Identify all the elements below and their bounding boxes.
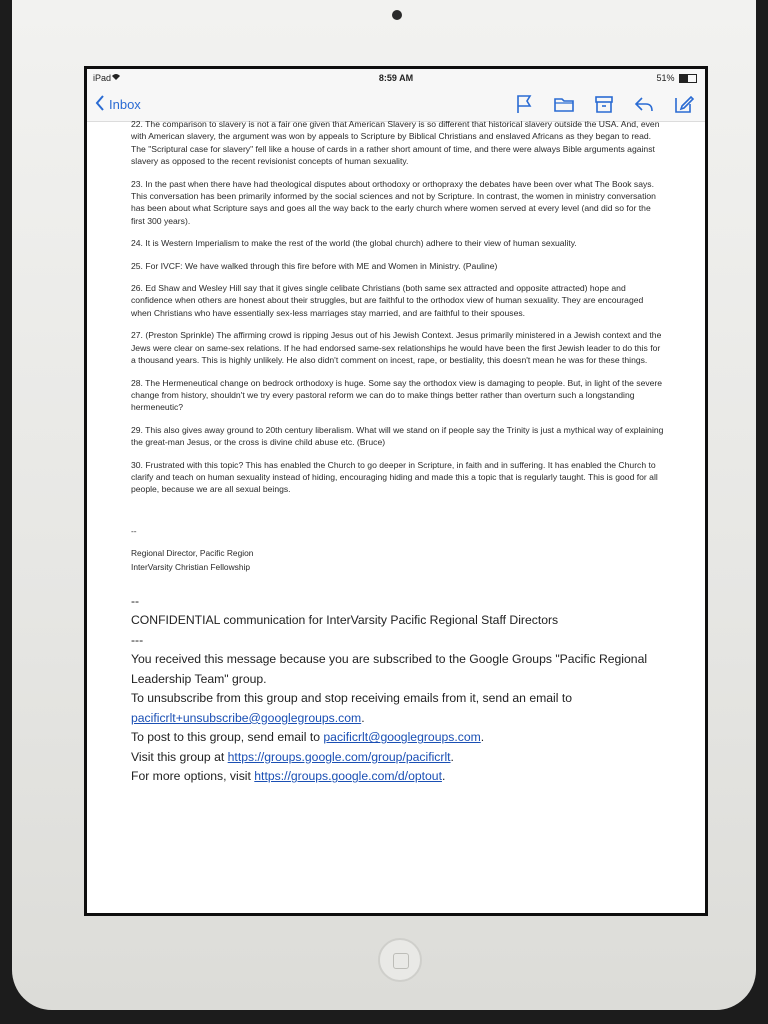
battery-fill	[680, 75, 688, 82]
list-item: 23. In the past when there have had theological disputes about orthodoxy or orthopraxy the debates have been over what The Book says. This conversation has been primarily informed by the social sciences and not by Scripture. In contrast, the women in ministry conversation has been about what Scripture says and goes all the way back to the early church where women served at every level (and did so for the first 300 years).	[131, 178, 656, 226]
device-label: iPad	[93, 73, 112, 83]
compose-icon[interactable]	[673, 93, 695, 115]
email-body	[87, 119, 705, 913]
screen	[84, 66, 708, 916]
signature	[131, 524, 665, 574]
list-item: 30. Frustrated with this topic? This has enabled the Church to go deeper in Scripture, in faith and in suffering. It has enabled the Church to clarify and teach on human sexuality instead of hiding, encouraging hiding and made this a topic that is regularly taught. This is good for all people, because we are all sexual beings.	[131, 459, 658, 495]
signature-org: InterVarsity Christian Fellowship	[131, 561, 250, 572]
footer-separator: --	[131, 593, 140, 608]
unsubscribe-line: To unsubscribe from this group and stop receiving emails from it, send an email to pacificrlt+unsubscribe@googlegroups.com.	[131, 691, 572, 725]
signature-separator: --	[131, 525, 137, 536]
device-bezel	[12, 0, 756, 1010]
list-item: 24. It is Western Imperialism to make the rest of the world (the global church) adhere to their view of human sexuality.	[131, 238, 577, 249]
subscription-notice: You received this message because you are subscribed to the Google Groups "Pacific Regional Leadership Team" group.	[131, 652, 648, 686]
list-item: 29. This also gives away ground to 20th century liberalism. What will we stand on if people say the Trinity is just a mythical way of explaining the great-man Jesus, or the cross is divine child abuse etc. (Bruce)	[131, 424, 664, 448]
message-toolbar	[513, 93, 695, 115]
battery-icon	[679, 74, 697, 83]
footer-separator-2: ---	[131, 632, 144, 647]
list-item: 26. Ed Shaw and Wesley Hill say that it gives single celibate Christians (both same sex attracted and opposite attracted) hope and confidence when others are honest about their struggles, but are faithful to the orthodox view of human sexuality. They are encouraged when Christians who have essentially sex-less marriages stay married, and are faithful to their spouses.	[131, 283, 644, 318]
back-to-inbox-button[interactable]	[95, 95, 141, 114]
chevron-left-icon	[95, 95, 105, 114]
flag-icon[interactable]	[513, 93, 535, 115]
group-footer	[131, 592, 665, 787]
post-text: To post to this group, send email to	[131, 730, 321, 745]
battery-percent: 51%	[656, 73, 675, 83]
list-item: 22. The comparison to slavery is not a fair one given that American Slavery is so different that historical slavery outside the USA. And, even with American slavery, the argument was won by appeals to Scripture by Biblical Christians and enslaved Africans as they began to read. The "Scriptural case for slavery" fell like a house of cards in a rather short amount of time, and there were always Bible arguments against slavery as opposed to the recent revisionist concepts of human sexuality.	[131, 119, 660, 167]
folder-icon[interactable]	[553, 93, 575, 115]
archive-icon[interactable]	[593, 93, 615, 115]
battery-status	[656, 73, 697, 83]
optout-url-link[interactable]: https://groups.google.com/d/optout	[254, 769, 442, 784]
signature-title: Regional Director, Pacific Region	[131, 547, 254, 558]
list-item: 28. The Hermeneutical change on bedrock orthodoxy is huge. Some say the orthodox view is damaging to people. But, in light of the severe change from history, shouldn't we try every pastoral reform we can do to make things better rather than overturn such a longstanding hermeneutic?	[131, 377, 663, 413]
list-item: 25. For IVCF: We have walked through this fire before with ME and Women in Ministry. (Pauline)	[131, 260, 498, 271]
unsubscribe-text: To unsubscribe from this group and stop receiving emails from it, send an email to	[131, 691, 572, 706]
post-email-link[interactable]: pacificrlt@googlegroups.com	[323, 730, 481, 745]
group-url-link[interactable]: https://groups.google.com/group/pacificrlt	[227, 749, 451, 764]
status-bar	[87, 69, 705, 87]
mail-app	[87, 69, 705, 913]
nav-bar	[87, 87, 705, 122]
visit-line: Visit this group at https://groups.google.com/group/pacificrlt.	[131, 749, 454, 764]
home-button[interactable]	[378, 938, 422, 982]
options-line: For more options, visit https://groups.google.com/d/optout.	[131, 769, 446, 784]
unsubscribe-email-link[interactable]: pacificrlt+unsubscribe@googlegroups.com	[131, 710, 362, 725]
confidential-notice: CONFIDENTIAL communication for InterVarsity Pacific Regional Staff Directors	[131, 613, 559, 628]
options-text: For more options, visit	[131, 769, 251, 784]
reply-icon[interactable]	[633, 93, 655, 115]
visit-text: Visit this group at	[131, 749, 225, 764]
status-time: 8:59 AM	[378, 73, 414, 83]
post-line: To post to this group, send email to pacificrlt@googlegroups.com.	[131, 730, 485, 745]
back-label: Inbox	[109, 97, 141, 112]
camera-icon	[392, 10, 402, 20]
list-item: 27. (Preston Sprinkle) The affirming crowd is ripping Jesus out of his Jewish Context. Jesus primarily ministered in a Jewish context and the Jews were clear on same-sex relations. If he had endorsed same-sex relationships he would have been the first Jewish leader to do this for a thousand years. This is highly unlikely. He also didn't comment on incest, rape, or bestiality, this doesn't mean he was for these things.	[131, 330, 662, 366]
